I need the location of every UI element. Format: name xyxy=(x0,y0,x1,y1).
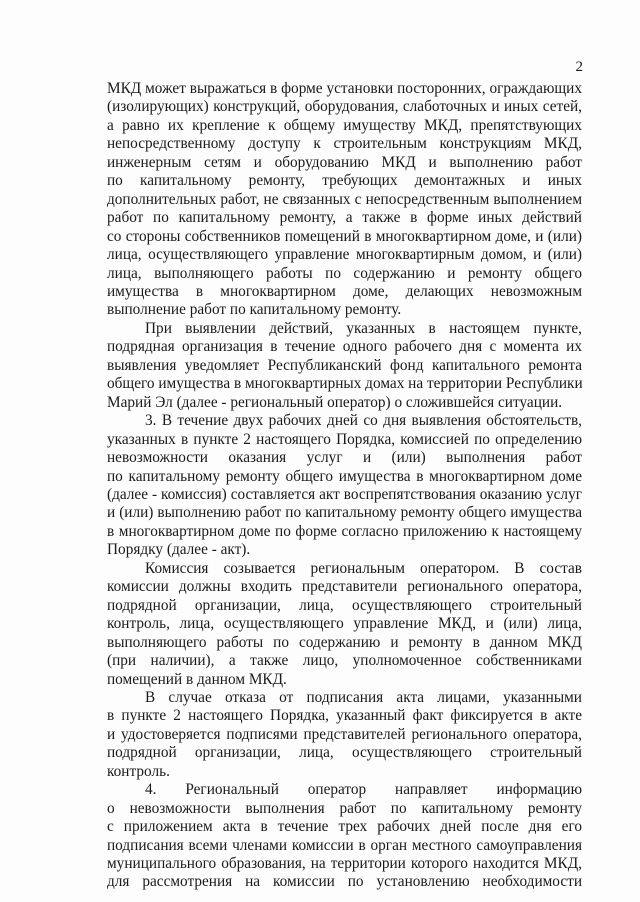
paragraph-1-line: выполнение работ по капитальному ремонту. xyxy=(107,301,402,319)
page-number: 2 xyxy=(575,59,583,75)
paragraph-3-line: и (или) выполнению работ по капитальному ремонту общего имущества xyxy=(107,504,582,522)
paragraph-2-line: Марий Эл (далее - региональный оператор) о сложившейся ситуации. xyxy=(107,393,563,411)
paragraph-5-line: подрядной организации, лица, осуществляющего строительный xyxy=(107,744,582,762)
paragraph-1-line: дополнительных работ, не связанных с непосредственным выполнением xyxy=(107,190,582,208)
paragraph-4-line: комиссии должны входить представители регионального оператора, xyxy=(107,578,582,596)
paragraph-1-line: имущества в многоквартирном доме, делающих невозможным xyxy=(107,282,582,300)
paragraph-3-line: 3. В течение двух рабочих дней со дня выявления обстоятельств, xyxy=(145,412,582,430)
paragraph-4-line: (при наличии), а также лицо, уполномоченное собственниками xyxy=(107,652,582,670)
paragraph-4-line: подрядной организации, лица, осуществляющего строительный xyxy=(107,596,582,614)
paragraph-1-line: непосредственному доступу к строительным конструкциям МКД, xyxy=(107,135,582,153)
paragraph-4-line: контроль, лица, осуществляющего управление МКД, и (или) лица, xyxy=(107,615,582,633)
paragraph-3-line: (далее - комиссия) составляется акт воспрепятствования оказанию услуг xyxy=(107,485,582,503)
paragraph-6-line: муниципального образования, на территории которого находится МКД, xyxy=(107,855,582,873)
paragraph-1-line: лица, выполняющего работы по содержанию и ремонту общего xyxy=(107,264,582,282)
paragraph-3-line: невозможности оказания услуг и (или) выполнения работ xyxy=(107,449,582,467)
paragraph-1-line: по капитальному ремонту, требующих демонтажных и иных xyxy=(107,172,582,190)
paragraph-4-line: Комиссия созывается региональным оператором. В состав xyxy=(145,559,582,577)
paragraph-1-line: работ по капитальному ремонту, а также в форме иных действий xyxy=(107,209,582,227)
paragraph-6-line: с приложением акта в течение трех рабочих дней после дня его xyxy=(107,818,582,836)
paragraph-6-line: подписания всеми членами комиссии в орган местного самоуправления xyxy=(107,836,582,854)
paragraph-1-line: инженерным сетям и оборудованию МКД и выполнению работ xyxy=(107,153,582,171)
paragraph-4-line: выполняющего работы по содержанию и ремонту в данном МКД xyxy=(107,633,582,651)
paragraph-6-line: 4. Региональный оператор направляет информацию xyxy=(145,781,582,799)
paragraph-1-line: (изолирующих) конструкций, оборудования, слаботочных и иных сетей, xyxy=(107,98,582,116)
paragraph-2-line: подрядная организация в течение одного рабочего дня с момента их xyxy=(107,338,582,356)
paragraph-1-line: МКД может выражаться в форме установки посторонних, ограждающих xyxy=(107,80,582,97)
paragraph-6-line: для рассмотрения на комиссии по установлению необходимости xyxy=(107,873,582,891)
paragraph-2-line: общего имущества в многоквартирных домах на территории Республики xyxy=(107,375,583,393)
paragraph-5-line: контроль. xyxy=(107,762,170,780)
paragraph-3-line: в многоквартирном доме по форме согласно приложению к настоящему xyxy=(107,522,582,540)
paragraph-6-line: о невозможности выполнения работ по капитальному ремонту xyxy=(107,799,582,817)
paragraph-1-line: а равно их крепление к общему имуществу МКД, препятствующих xyxy=(107,116,582,134)
paragraph-2-line: выявления уведомляет Республиканский фонд капитального ремонта xyxy=(107,356,582,374)
paragraph-3-line: по капитальному ремонту общего имущества в многоквартирном доме xyxy=(107,467,582,485)
document-body xyxy=(107,80,582,892)
paragraph-2-line: При выявлении действий, указанных в настоящем пункте, xyxy=(145,319,582,337)
paragraph-5-line: В случае отказа от подписания акта лицами, указанными xyxy=(145,688,582,706)
paragraph-5-line: в пункте 2 настоящего Порядка, указанный факт фиксируется в акте xyxy=(107,707,582,725)
paragraph-4-line: помещений в данном МКД. xyxy=(107,670,287,688)
paragraph-1-line: лица, осуществляющего управление многоквартирным домом, и (или) xyxy=(107,246,582,264)
paragraph-3-line: указанных в пункте 2 настоящего Порядка, комиссией по определению xyxy=(107,430,582,448)
paragraph-1-line: со стороны собственников помещений в многоквартирном доме, и (или) xyxy=(107,227,582,245)
paragraph-5-line: и удостоверяется подписями представителей регионального оператора, xyxy=(107,725,582,743)
paragraph-3-line: Порядку (далее - акт). xyxy=(107,541,251,559)
